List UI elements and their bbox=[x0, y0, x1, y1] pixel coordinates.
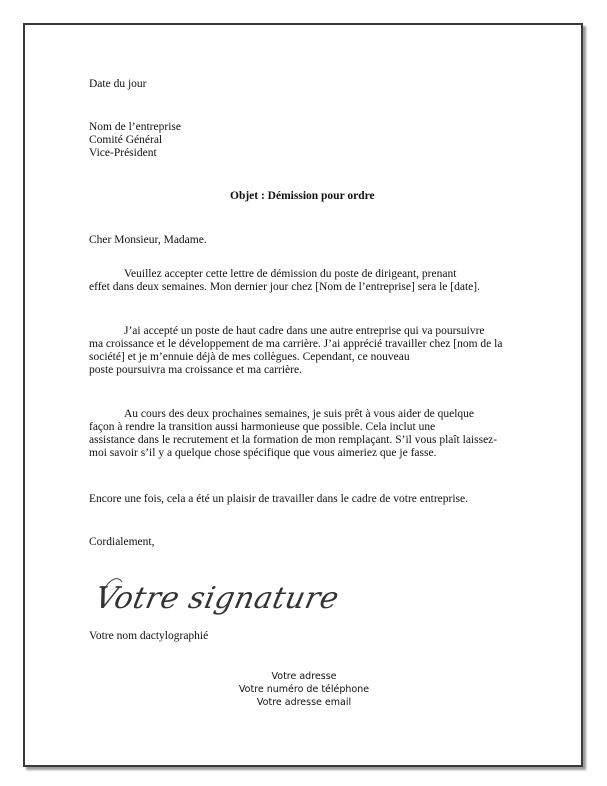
paragraph-1-line: Veuillez accepter cette lettre de démission du poste de dirigeant, prenant bbox=[124, 268, 457, 280]
letter-date: Date du jour bbox=[89, 78, 147, 90]
signature-text: Votre signature bbox=[91, 581, 343, 616]
footer-phone: Votre numéro de téléphone bbox=[238, 684, 370, 695]
paragraph-1 bbox=[89, 268, 480, 294]
letter-subject: Objet : Démission pour ordre bbox=[230, 190, 375, 202]
handwritten-signature bbox=[91, 568, 343, 624]
paragraph-3-line: moi savoir s’il y a quelque chose spécifique que vous aimeriez que je fasse. bbox=[89, 447, 437, 459]
paragraph-2 bbox=[89, 325, 502, 377]
footer-address: Votre adresse bbox=[271, 671, 337, 682]
recipient-title: Vice-Président bbox=[89, 147, 157, 159]
typed-name: Votre nom dactylographié bbox=[89, 630, 209, 642]
recipient-committee: Comité Général bbox=[89, 134, 163, 146]
paragraph-2-line: poste poursuivra ma croissance et ma carrière. bbox=[89, 364, 302, 376]
footer-email: Votre adresse email bbox=[256, 697, 352, 708]
paragraph-2-line: société] et je m’ennuie déjà de mes collègues. Cependant, ce nouveau bbox=[89, 351, 410, 363]
paragraph-3-line: Au cours des deux prochaines semaines, je suis prêt à vous aider de quelque bbox=[124, 408, 475, 420]
paragraph-4: Encore une fois, cela a été un plaisir de travailler dans le cadre de votre entreprise. bbox=[89, 493, 469, 505]
paragraph-3 bbox=[89, 408, 497, 460]
paragraph-3-line: façon à rendre la transition aussi harmonieuse que possible. Cela inclut une bbox=[89, 421, 436, 433]
paragraph-3-line: assistance dans le recrutement et la formation de mon remplaçant. S’il vous plaît laissez- bbox=[89, 434, 498, 446]
paragraph-1-line: effet dans deux semaines. Mon dernier jour chez [Nom de l’entreprise] sera le [date]. bbox=[89, 281, 480, 293]
letter-closing: Cordialement, bbox=[89, 536, 155, 548]
letter-greeting: Cher Monsieur, Madame. bbox=[89, 234, 207, 246]
paragraph-2-line: J’ai accepté un poste de haut cadre dans une autre entreprise qui va poursuivre bbox=[124, 325, 485, 337]
recipient-company: Nom de l’entreprise bbox=[89, 121, 181, 133]
paragraph-2-line: ma croissance et le développement de ma carrière. J’ai apprécié travailler chez [nom de la bbox=[89, 338, 503, 350]
